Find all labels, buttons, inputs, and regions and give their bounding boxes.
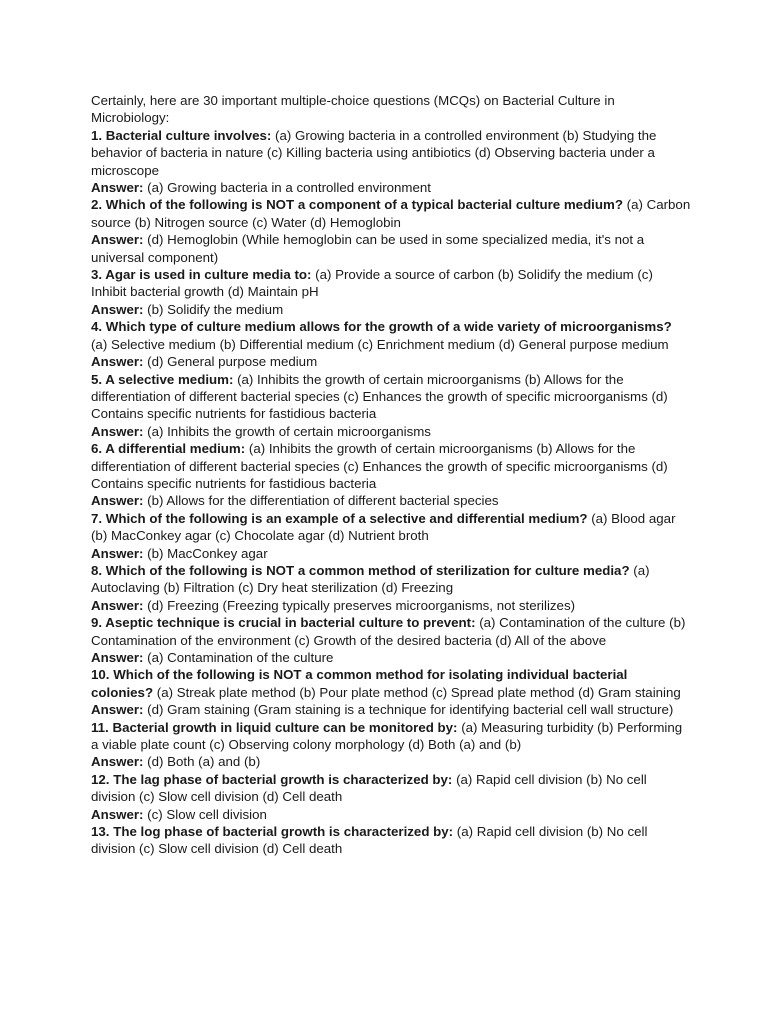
intro-text: Certainly, here are 30 important multiple-choice questions (MCQs) on Bacterial Culture in Microbiology: — [91, 93, 615, 126]
question-options: (a) Rapid cell division (b) No cell division (c) Slow cell division (d) Cell death — [91, 824, 648, 857]
answer-label: Answer: — [91, 754, 144, 770]
question-2 — [91, 196, 691, 231]
answer-1 — [91, 179, 691, 196]
answer-9 — [91, 649, 691, 666]
answer-7 — [91, 545, 691, 562]
question-text: Which of the following is NOT a common method of sterilization for culture media? — [105, 562, 630, 578]
question-stem — [91, 372, 233, 387]
answer-label: Answer: — [91, 493, 144, 509]
question-options: (a) Measuring turbidity (b) Performing a viable plate count (c) Observing colony morphology (d) Both (a) and (b) — [91, 719, 683, 753]
question-13 — [91, 823, 691, 858]
question-number: 3. — [91, 267, 103, 283]
question-options: (a) Selective medium (b) Differential medium (c) Enrichment medium (d) General purpose medium — [91, 336, 669, 352]
question-text: Which of the following is an example of a selective and differential medium? — [105, 510, 588, 526]
question-number: 8. — [91, 562, 103, 578]
answer-8 — [91, 597, 691, 614]
question-number: 1. — [91, 127, 103, 143]
question-number: 7. — [91, 510, 103, 526]
question-12 — [91, 771, 691, 806]
question-text: Bacterial growth in liquid culture can be monitored by: — [112, 719, 458, 735]
answer-text: (d) Both (a) and (b) — [147, 754, 261, 770]
question-stem — [91, 128, 271, 143]
question-number: 10. — [91, 667, 110, 683]
question-stem — [91, 720, 458, 735]
question-4 — [91, 318, 691, 353]
answer-text: (d) General purpose medium — [147, 354, 318, 370]
question-options: (a) Streak plate method (b) Pour plate method (c) Spread plate method (d) Gram staining — [156, 684, 681, 700]
question-options: (a) Inhibits the growth of certain microorganisms (b) Allows for the differentiation of different bacterial species (c) Enhances the growth of specific microorganisms (d) Contains specific nutrients for fastidious bacteria — [91, 441, 668, 491]
question-number: 13. — [91, 824, 110, 840]
question-number: 4. — [91, 319, 103, 335]
question-text: Aseptic technique is crucial in bacterial culture to prevent: — [105, 615, 476, 631]
question-text: Bacterial culture involves: — [105, 127, 272, 143]
question-text: The lag phase of bacterial growth is characterized by: — [113, 771, 453, 787]
answer-text: (b) Allows for the differentiation of different bacterial species — [147, 493, 499, 509]
answer-label: Answer: — [91, 180, 144, 196]
answer-text: (b) Solidify the medium — [147, 301, 284, 317]
question-number: 6. — [91, 441, 103, 457]
answer-label: Answer: — [91, 650, 144, 665]
question-number: 12. — [91, 771, 110, 787]
answer-label: Answer: — [91, 806, 144, 822]
answer-text: (a) Inhibits the growth of certain microorganisms — [147, 423, 431, 439]
answer-label: Answer: — [91, 354, 144, 370]
question-1 — [91, 127, 691, 179]
question-options: (a) Autoclaving (b) Filtration (c) Dry heat sterilization (d) Freezing — [91, 562, 650, 596]
question-number: 2. — [91, 197, 103, 213]
question-7 — [91, 510, 691, 545]
question-stem — [91, 511, 588, 526]
question-9 — [91, 614, 691, 649]
answer-text: (a) Growing bacteria in a controlled environment — [147, 180, 431, 196]
question-stem — [91, 441, 245, 456]
answer-11 — [91, 753, 691, 770]
answer-6 — [91, 492, 691, 509]
answer-text: (d) Gram staining (Gram staining is a technique for identifying bacterial cell wall structure) — [147, 702, 674, 718]
answer-label: Answer: — [91, 232, 144, 248]
question-options: (a) Rapid cell division (b) No cell division (c) Slow cell division (d) Cell death — [91, 771, 647, 805]
answer-label: Answer: — [91, 301, 144, 317]
question-text: A differential medium: — [105, 441, 246, 457]
answer-4 — [91, 353, 691, 370]
question-10 — [91, 666, 691, 701]
question-stem — [91, 563, 630, 578]
question-text: Which type of culture medium allows for the growth of a wide variety of microorganisms? — [105, 319, 672, 335]
answer-label: Answer: — [91, 423, 144, 439]
answer-5 — [91, 423, 691, 440]
answer-text: (c) Slow cell division — [147, 806, 267, 822]
answer-text: (d) Hemoglobin (While hemoglobin can be used in some specialized media, it's not a universal component) — [91, 232, 645, 265]
answer-10 — [91, 701, 691, 718]
question-number: 11. — [91, 719, 109, 735]
question-options: (a) Growing bacteria in a controlled environment (b) Studying the behavior of bacteria in nature (c) Killing bacteria using antibiotics (d) Observing bacteria under a microscope — [91, 127, 657, 178]
question-options: (a) Contamination of the culture (b) Contamination of the environment (c) Growth of the desired bacteria (d) All of the above — [91, 615, 686, 648]
answer-text: (d) Freezing (Freezing typically preserves microorganisms, not sterilizes) — [147, 597, 576, 613]
question-text: A selective medium: — [105, 371, 234, 387]
question-5 — [91, 371, 691, 423]
question-3 — [91, 266, 691, 301]
question-options: (a) Provide a source of carbon (b) Solidify the medium (c) Inhibit bacterial growth (d) Maintain pH — [91, 267, 653, 300]
question-6 — [91, 440, 691, 492]
question-options: (a) Blood agar (b) MacConkey agar (c) Chocolate agar (d) Nutrient broth — [91, 510, 676, 544]
question-text: Which of the following is NOT a common method for isolating individual bacterial colonies? — [91, 667, 628, 700]
answer-label: Answer: — [91, 545, 144, 561]
question-stem — [91, 197, 623, 212]
question-stem — [91, 824, 453, 839]
question-8 — [91, 562, 691, 597]
question-text: The log phase of bacterial growth is characterized by: — [113, 824, 454, 840]
question-number: 9. — [91, 615, 103, 631]
question-options: (a) Carbon source (b) Nitrogen source (c) Water (d) Hemoglobin — [91, 197, 691, 230]
question-text: Which of the following is NOT a component of a typical bacterial culture medium? — [105, 197, 623, 213]
question-stem — [91, 772, 452, 787]
answer-text: (b) MacConkey agar — [147, 545, 268, 561]
question-text: Agar is used in culture media to: — [105, 267, 312, 283]
question-options: (a) Inhibits the growth of certain microorganisms (b) Allows for the differentiation of different bacterial species (c) Enhances the growth of specific microorganisms (d) Contains specific nutrients for fastidious bacteria — [91, 371, 668, 422]
answer-text: (a) Contamination of the culture — [147, 650, 334, 665]
question-number: 5. — [91, 371, 103, 387]
document-body — [91, 92, 691, 858]
question-stem — [91, 615, 476, 630]
answer-2 — [91, 231, 691, 266]
question-stem — [91, 267, 311, 282]
answer-3 — [91, 301, 691, 318]
answer-12 — [91, 806, 691, 823]
answer-label: Answer: — [91, 597, 144, 613]
answer-label: Answer: — [91, 702, 144, 718]
question-11 — [91, 719, 691, 754]
question-stem — [91, 319, 672, 334]
